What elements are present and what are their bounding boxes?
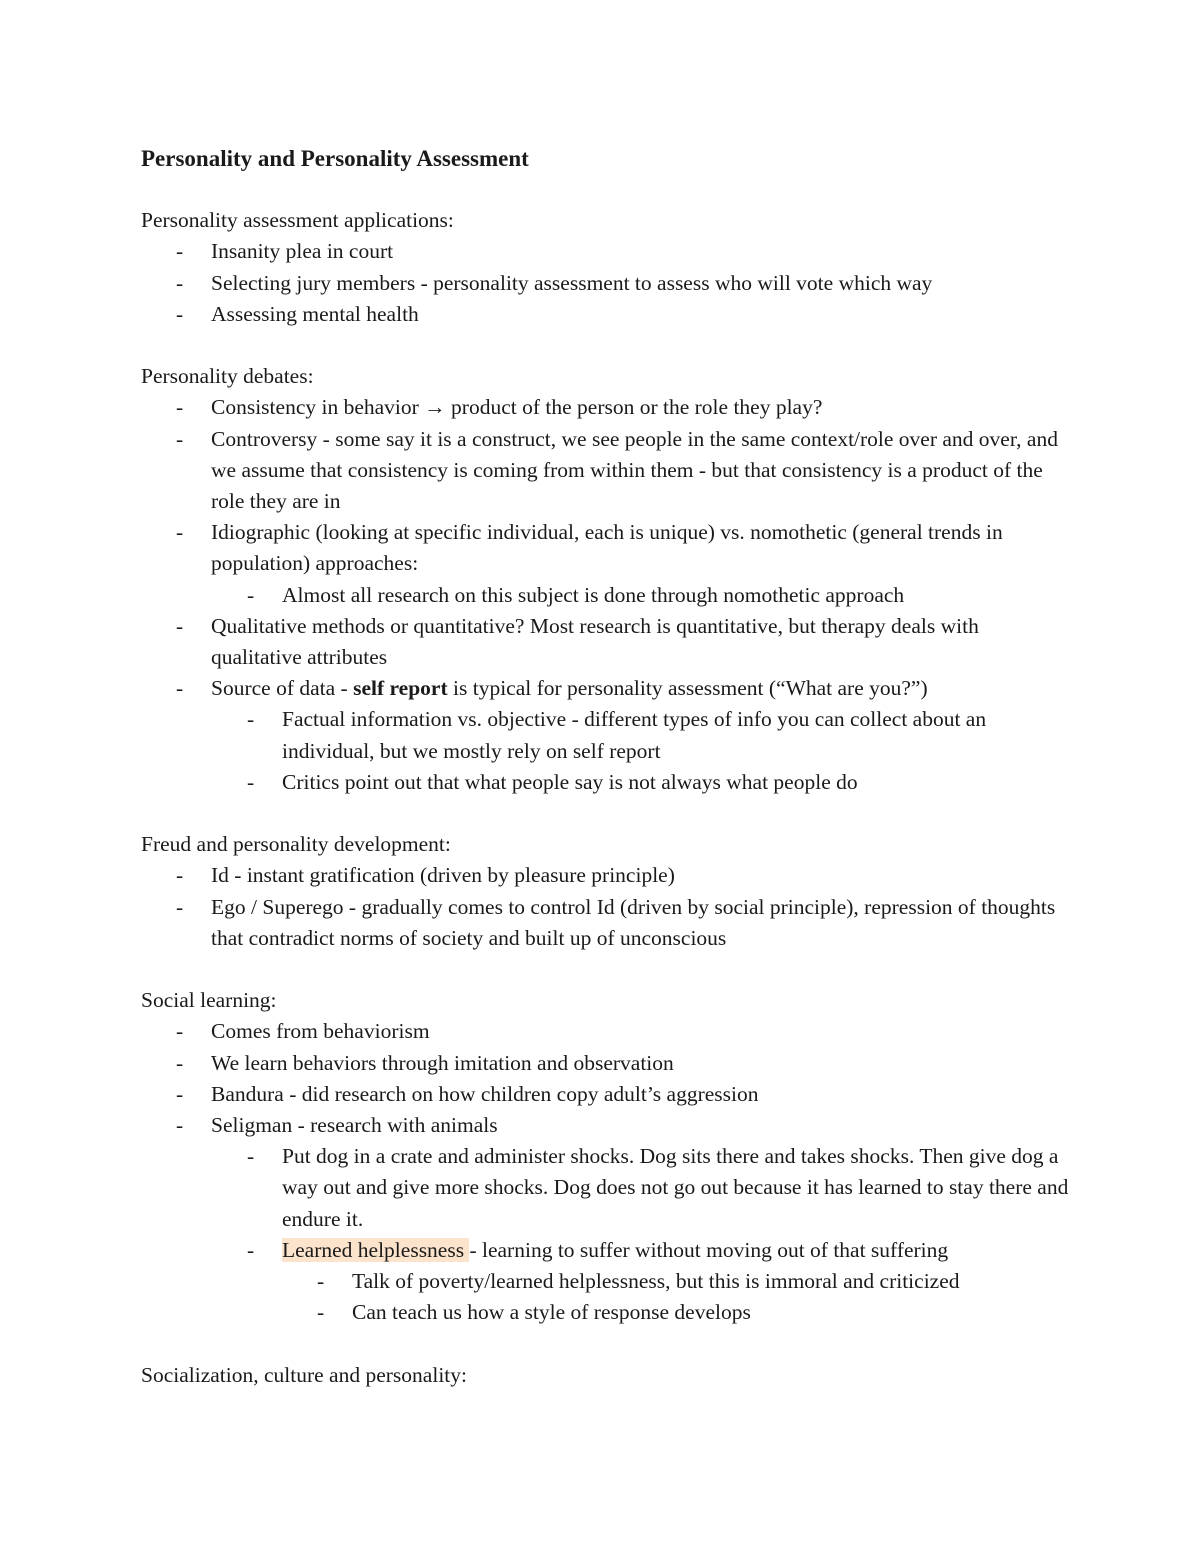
section-heading-social-learning: Social learning: (141, 988, 277, 1013)
section-heading-applications: Personality assessment applications: (141, 208, 454, 233)
list-item: - Idiographic (looking at specific individual, each is unique) vs. nomothetic (general trends in population) approaches: (141, 517, 1071, 579)
bullet-dash: - (247, 769, 255, 794)
document-page (141, 143, 1071, 1391)
section-heading-socialization: Socialization, culture and personality: (141, 1362, 467, 1387)
document-title: Personality and Personality Assessment (141, 146, 529, 171)
bold-term: self report (353, 676, 448, 701)
list-subitem-learned-helplessness: - Learned helplessness - learning to suffer without moving out of that suffering (141, 1235, 1071, 1266)
highlighted-term: Learned helplessness (282, 1237, 470, 1262)
list-subitem: - Put dog in a crate and administer shocks. Dog sits there and takes shocks. Then give dog a way out and give more shocks. Dog does not go out because it has learned to stay there and endure it. (141, 1141, 1071, 1235)
bullet-dash: - (176, 1113, 184, 1138)
bullet-dash: - (176, 395, 184, 420)
list-item: - Qualitative methods or quantitative? Most research is quantitative, but therapy deals with qualitative attributes (141, 611, 1071, 673)
list-item: - Bandura - did research on how children copy adult’s aggression (141, 1079, 1071, 1110)
bullet-dash: - (176, 270, 184, 295)
bullet-dash: - (176, 894, 184, 919)
list-item: - We learn behaviors through imitation and observation (141, 1048, 1071, 1079)
bullet-dash: - (247, 1237, 255, 1262)
bullet-dash: - (176, 613, 184, 638)
section-heading-debates: Personality debates: (141, 364, 314, 389)
list-item: - Insanity plea in court (141, 236, 1071, 267)
bullet-dash: - (176, 301, 184, 326)
bullet-dash: - (176, 863, 184, 888)
list-item: - Id - instant gratification (driven by pleasure principle) (141, 860, 1071, 891)
list-item: - Ego / Superego - gradually comes to control Id (driven by social principle), repression of thoughts that contradict norms of society and built up of unconscious (141, 892, 1071, 954)
list-item-source-of-data: - Source of data - self report is typical for personality assessment (“What are you?”) (141, 673, 1071, 704)
bullet-dash: - (176, 1050, 184, 1075)
section-heading-freud: Freud and personality development: (141, 832, 451, 857)
list-item: - Controversy - some say it is a construct, we see people in the same context/role over and over, and we assume that consistency is coming from within them - but that consistency is a product of the role they are in (141, 424, 1071, 518)
list-item: - Comes from behaviorism (141, 1016, 1071, 1047)
bullet-dash: - (176, 426, 184, 451)
bullet-dash: - (247, 1144, 255, 1169)
bullet-dash: - (176, 1081, 184, 1106)
list-item: - Consistency in behavior → product of the person or the role they play? (141, 392, 1071, 423)
list-item: - Selecting jury members - personality assessment to assess who will vote which way (141, 268, 1071, 299)
bullet-dash: - (176, 239, 184, 264)
bullet-dash: - (317, 1300, 325, 1325)
list-subitem: - Factual information vs. objective - different types of info you can collect about an individual, but we mostly rely on self report (141, 704, 1071, 766)
list-subsubitem: - Can teach us how a style of response develops (141, 1297, 1071, 1328)
list-subitem: - Critics point out that what people say is not always what people do (141, 767, 1071, 798)
list-item: - Assessing mental health (141, 299, 1071, 330)
bullet-dash: - (317, 1269, 325, 1294)
list-subitem: - Almost all research on this subject is done through nomothetic approach (141, 580, 1071, 611)
list-item: - Seligman - research with animals (141, 1110, 1071, 1141)
bullet-dash: - (176, 676, 184, 701)
bullet-dash: - (176, 1019, 184, 1044)
list-subsubitem: - Talk of poverty/learned helplessness, but this is immoral and criticized (141, 1266, 1071, 1297)
bullet-dash: - (247, 707, 255, 732)
bullet-dash: - (176, 520, 184, 545)
bullet-dash: - (247, 582, 255, 607)
